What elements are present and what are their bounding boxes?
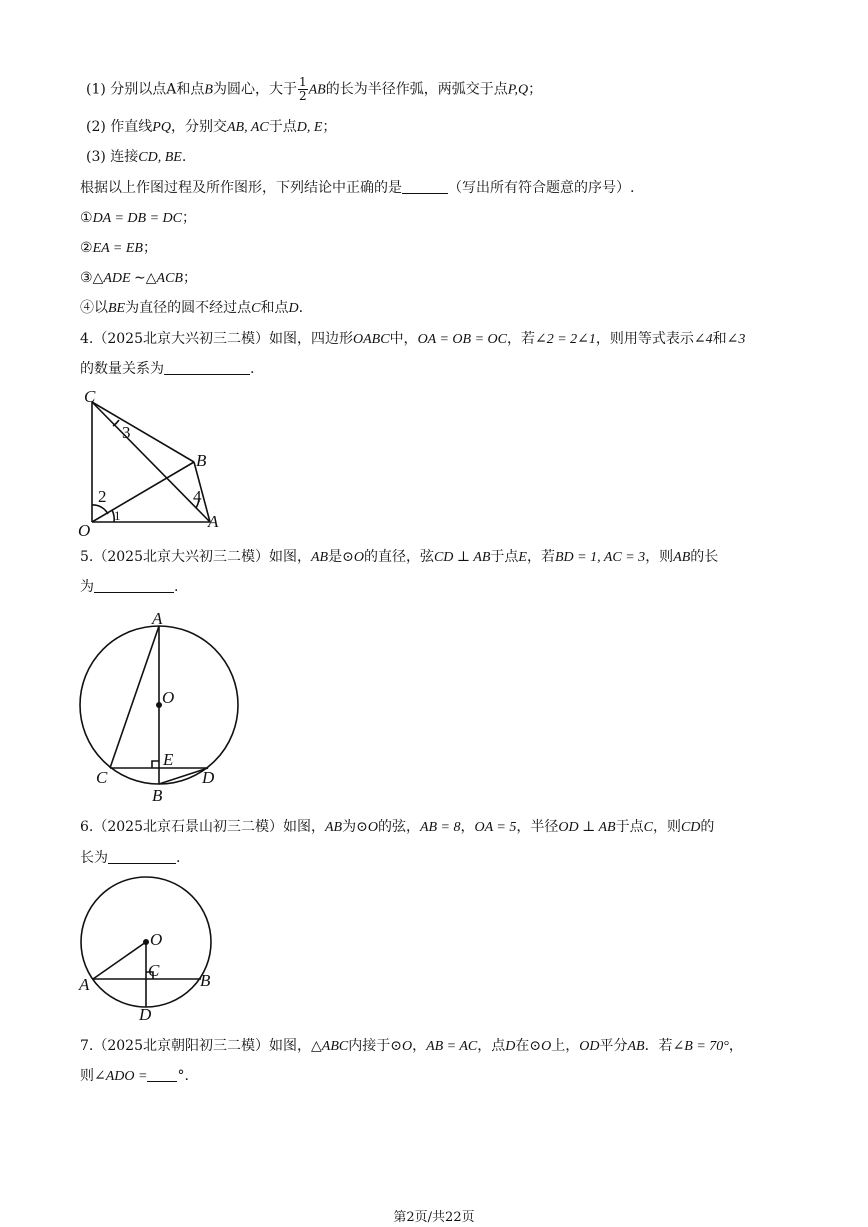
label-D: D	[139, 1005, 152, 1024]
label-B: B	[152, 786, 163, 805]
label-angle-1: 1	[114, 508, 121, 523]
answer-blank	[108, 849, 176, 864]
label-C: C	[148, 961, 160, 980]
label-O: O	[150, 930, 163, 949]
answer-blank	[147, 1067, 177, 1082]
option-2: ②EA = EB；	[80, 240, 157, 256]
q7-line1: 7.（2025北京朝阳初三二模）如图，△ABC内接于⊙O，AB = AC，点D在⊙O上，OD平分AB．若∠B = 70°，	[80, 1038, 743, 1054]
answer-blank	[164, 360, 250, 375]
step-2: (2) 作直线PQ，分别交AB, AC于点D, E；	[86, 119, 337, 135]
q7-line2: 则∠ADO = °.	[80, 1068, 189, 1084]
label-A: A	[208, 512, 219, 531]
label-A: A	[152, 609, 163, 628]
label-C: C	[96, 768, 108, 787]
label-E: E	[163, 750, 174, 769]
center-point	[143, 939, 149, 945]
q6-line1: 6.（2025北京石景山初三二模）如图，AB为⊙O的弦，AB = 8，OA = 5，半径OD ⊥ AB于点C，则CD的	[80, 819, 715, 835]
label-angle-2: 2	[98, 487, 107, 506]
q5-line2: 为 .	[80, 579, 179, 595]
judge-line: 根据以上作图过程及所作图形，下列结论中正确的是 （写出所有符合题意的序号）.	[80, 180, 635, 196]
step-1: (1) 分别以点A和点B为圆心，大于 $\frac{1}{2}$ AB的长为半径作弧，两弧交于点P,Q；	[86, 75, 543, 103]
label-angle-3: 3	[122, 423, 131, 442]
answer-blank	[402, 179, 448, 194]
label-B: B	[200, 971, 211, 990]
q4-line2: 的数量关系为 .	[80, 361, 255, 377]
label-D: D	[202, 768, 215, 787]
q6-line2: 长为 .	[80, 850, 181, 866]
label-C: C	[84, 387, 96, 406]
step-3: (3) 连接CD, BE.	[86, 149, 187, 165]
figure-q4-quadrilateral	[72, 382, 242, 542]
q5-line1: 5.（2025北京大兴初三二模）如图，AB是⊙O的直径，弦CD ⊥ AB于点E，若BD = 1, AC = 3，则AB的长	[80, 549, 719, 565]
figure-q5-circle	[70, 605, 260, 805]
label-angle-4: 4	[193, 487, 202, 506]
fraction-half: $\frac{1}{2}$	[298, 75, 307, 103]
q4-line1: 4.（2025北京大兴初三二模）如图，四边形OABC中，OA = OB = OC，若∠2 = 2∠1，则用等式表示∠4和∠3	[80, 331, 746, 347]
option-4: ④以BE为直径的圆不经过点C和点D.	[80, 300, 304, 316]
label-O: O	[162, 688, 175, 707]
figure-q6-circle	[72, 872, 232, 1024]
page-footer: 第2页/共22页	[393, 1210, 475, 1225]
option-3: ③△ADE ∼△ACB；	[80, 270, 197, 286]
label-O: O	[78, 521, 91, 540]
label-B: B	[196, 451, 207, 470]
label-A: A	[79, 975, 90, 994]
option-1: ①DA = DB = DC；	[80, 210, 196, 226]
answer-blank	[94, 578, 174, 593]
